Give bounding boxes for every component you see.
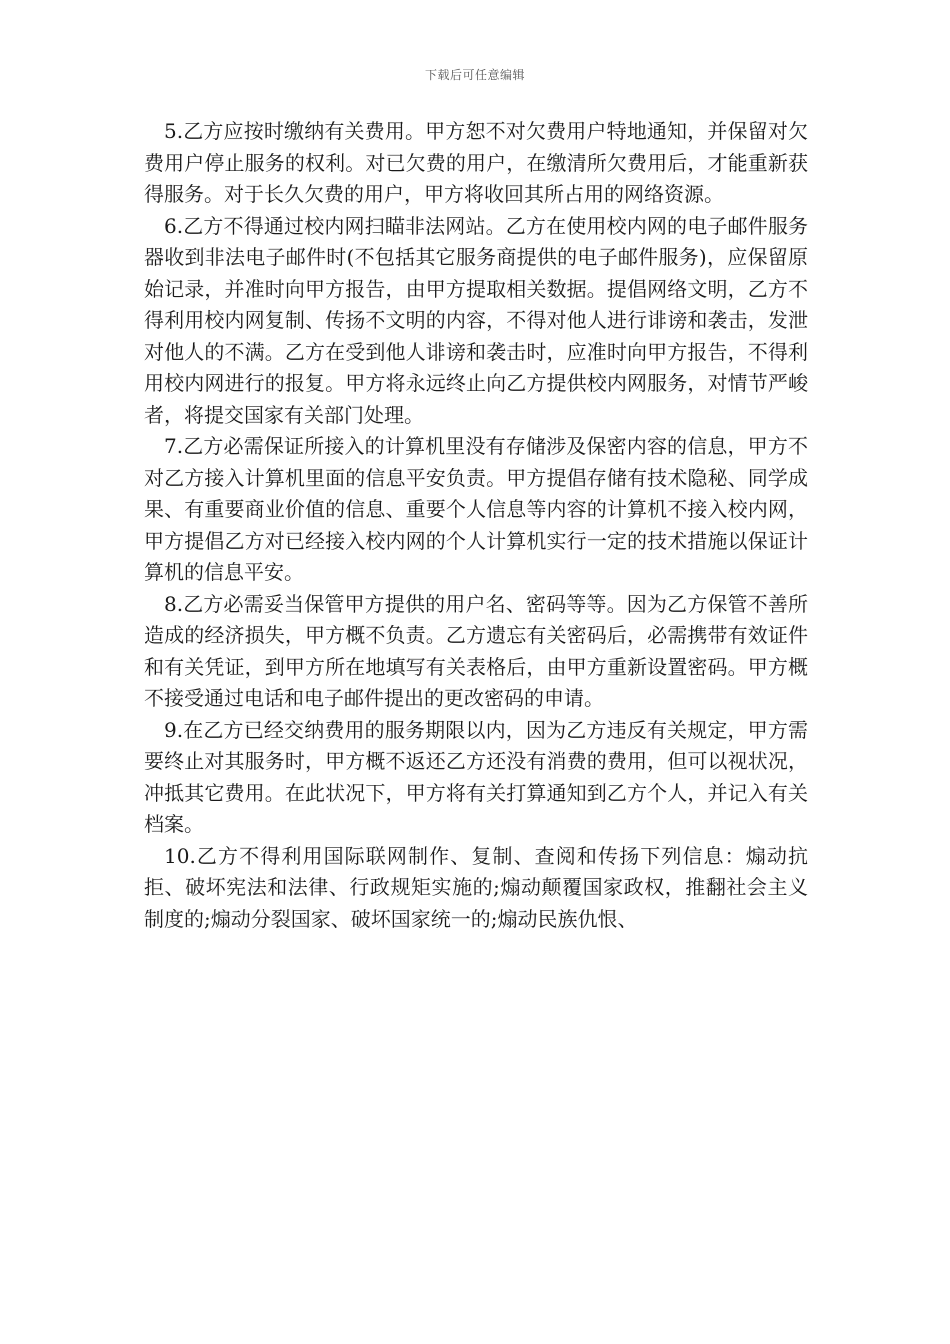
paragraph-clause-8: 8.乙方必需妥当保管甲方提供的用户名、密码等等。因为乙方保管不善所造成的经济损失，甲方概不负责。乙方遗忘有关密码后，必需携带有效证件和有关凭证，到甲方所在地填写有关表格后，由甲方重新设置密码。甲方概不接受通过电话和电子邮件提出的更改密码的申请。 (144, 591, 808, 710)
paragraph-clause-9: 9.在乙方已经交纳费用的服务期限以内，因为乙方违反有关规定，甲方需要终止对其服务时，甲方概不返还乙方还没有消费的费用，但可以视状况，冲抵其它费用。在此状况下，甲方将有关打算通知到乙方个人，并记入有关档案。 (144, 717, 808, 836)
paragraph-clause-7: 7.乙方必需保证所接入的计算机里没有存储涉及保密内容的信息，甲方不对乙方接入计算机里面的信息平安负责。甲方提倡存储有技术隐秘、同学成果、有重要商业价值的信息、重要个人信息等内容的计算机不接入校内网，甲方提倡乙方对已经接入校内网的个人计算机实行一定的技术措施以保证计算机的信息平安。 (144, 434, 808, 584)
paragraph-clause-10: 10.乙方不得利用国际联网制作、复制、查阅和传扬下列信息：煽动抗拒、破坏宪法和法律、行政规矩实施的;煽动颠覆国家政权，推翻社会主义制度的;煽动分裂国家、破坏国家统一的;煽动民族仇恨、 (144, 843, 808, 931)
page-header: 下载后可任意编辑 (424, 68, 525, 82)
paragraph-clause-5: 5.乙方应按时缴纳有关费用。甲方恕不对欠费用户特地通知，并保留对欠费用户停止服务的权利。对已欠费的用户，在缴清所欠费用后，才能重新获得服务。对于长久欠费的用户，甲方将收回其所占用的网络资源。 (144, 119, 808, 206)
document-body (144, 116, 808, 935)
paragraph-clause-6: 6.乙方不得通过校内网扫瞄非法网站。乙方在使用校内网的电子邮件服务器收到非法电子邮件时(不包括其它服务商提供的电子邮件服务)，应保留原始记录，并准时向甲方报告，由甲方提取相关数据。提倡网络文明，乙方不得利用校内网复制、传扬不文明的内容，不得对他人进行诽谤和袭击，发泄对他人的不满。乙方在受到他人诽谤和袭击时，应准时向甲方报告，不得利用校内网进行的报复。甲方将永远终止向乙方提供校内网服务，对情节严峻者，将提交国家有关部门处理。 (144, 213, 808, 427)
